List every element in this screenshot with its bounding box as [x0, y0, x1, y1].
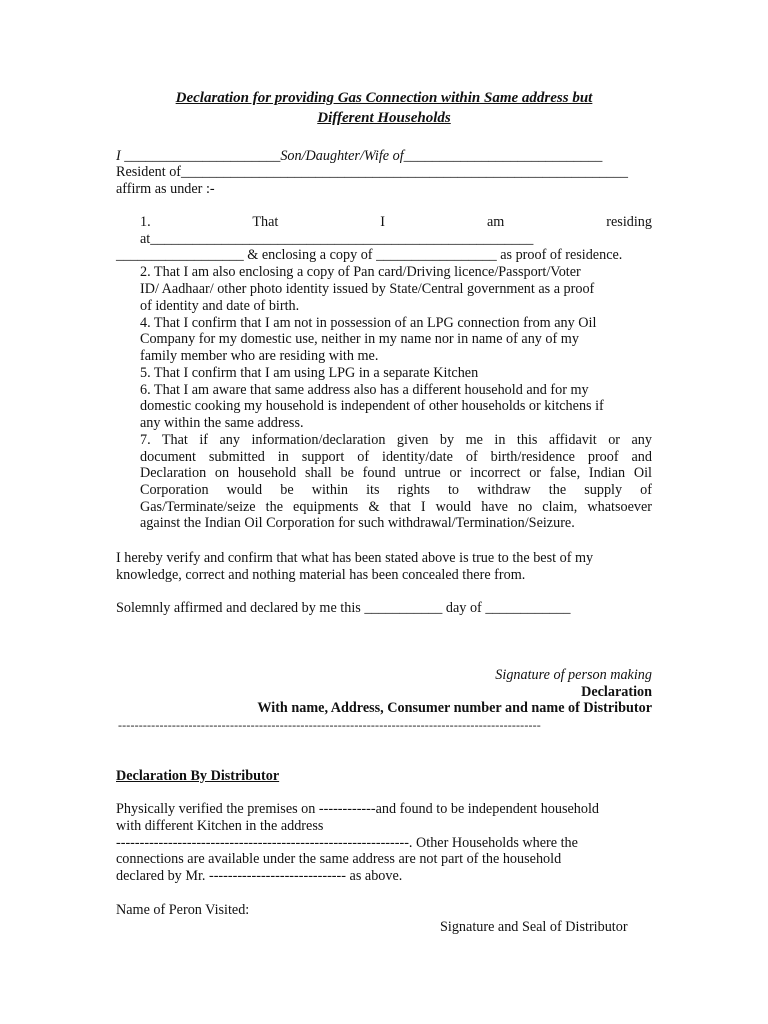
item-4-line-2: Company for my domestic use, neither in my name nor in name of any of my — [140, 331, 579, 347]
item-7-line-4: Corporation would be within its rights to withdraw the supply of — [140, 482, 652, 498]
item-6-line-1: 6. That I am aware that same address also has a different household and for my — [140, 382, 589, 398]
document-title-line-1: Declaration for providing Gas Connection within Same address but — [175, 90, 593, 106]
item-1-line-3: __________________ & enclosing a copy of _________________ as proof of residence. — [116, 247, 623, 263]
distributor-heading: Declaration By Distributor — [116, 768, 280, 784]
resident-of-line: Resident of_______________________________________________________________ — [116, 164, 628, 180]
distributor-line-1: Physically verified the premises on ------------and found to be independent household — [116, 801, 600, 817]
item-7-line-6: against the Indian Oil Corporation for such withdrawal/Termination/Seizure. — [140, 515, 575, 531]
distributor-line-3: --------------------------------------------------------------. Other Households where the — [116, 835, 578, 851]
signature-declaration: Declaration — [581, 684, 652, 700]
item-7-line-1: 7. That if any information/declaration given by me in this affidavit or any — [140, 432, 652, 448]
item-7-line-3: Declaration on household shall be found untrue or incorrect or false, Indian Oil — [140, 465, 652, 481]
item-5-line-1: 5. That I confirm that I am using LPG in a separate Kitchen — [140, 365, 479, 381]
item-7-line-2: document submitted in support of identity/date of birth/residence proof and — [140, 449, 652, 465]
item-6-line-3: any within the same address. — [140, 415, 304, 431]
item-7-line-5: Gas/Terminate/seize the equipments & that I would have no claim, whatsoever — [140, 499, 652, 515]
document-title-line-2: Different Households — [317, 110, 451, 126]
distributor-line-5: declared by Mr. ----------------------------- as above. — [116, 868, 403, 884]
verification-line-1: I hereby verify and confirm that what has been stated above is true to the best of my — [116, 550, 594, 566]
applicant-name-line: I ______________________Son/Daughter/Wife of____________________________ — [116, 148, 603, 164]
signature-caption: Signature of person making — [495, 667, 652, 683]
item-6-line-2: domestic cooking my household is independent of other households or kitchens if — [140, 398, 604, 414]
affirm-line: affirm as under :- — [116, 181, 215, 197]
solemn-affirmation: Solemnly affirmed and declared by me this ___________ day of ____________ — [116, 600, 571, 616]
item-4-line-3: family member who are residing with me. — [140, 348, 379, 364]
section-separator: ------------------------------------------------------------------------------------------------------ — [118, 718, 541, 732]
distributor-line-4: connections are available under the same address are not part of the household — [116, 851, 562, 867]
distributor-signature-seal: Signature and Seal of Distributor — [440, 919, 628, 935]
item-4-line-1: 4. That I confirm that I am not in possession of an LPG connection from any Oil — [140, 315, 597, 331]
item-2-line-1: 2. That I am also enclosing a copy of Pan card/Driving licence/Passport/Voter — [140, 264, 581, 280]
item-1-line-1: 1. That I am residing — [140, 214, 652, 230]
verification-line-2: knowledge, correct and nothing material has been concealed there from. — [116, 567, 526, 583]
item-2-line-2: ID/ Aadhaar/ other photo identity issued by State/Central government as a proof — [140, 281, 595, 297]
distributor-line-2: with different Kitchen in the address — [116, 818, 324, 834]
item-1-line-2: at______________________________________________________ — [140, 231, 534, 247]
person-visited-label: Name of Peron Visited: — [116, 902, 250, 918]
item-2-line-3: of identity and date of birth. — [140, 298, 300, 314]
signature-details: With name, Address, Consumer number and name of Distributor — [257, 700, 652, 716]
